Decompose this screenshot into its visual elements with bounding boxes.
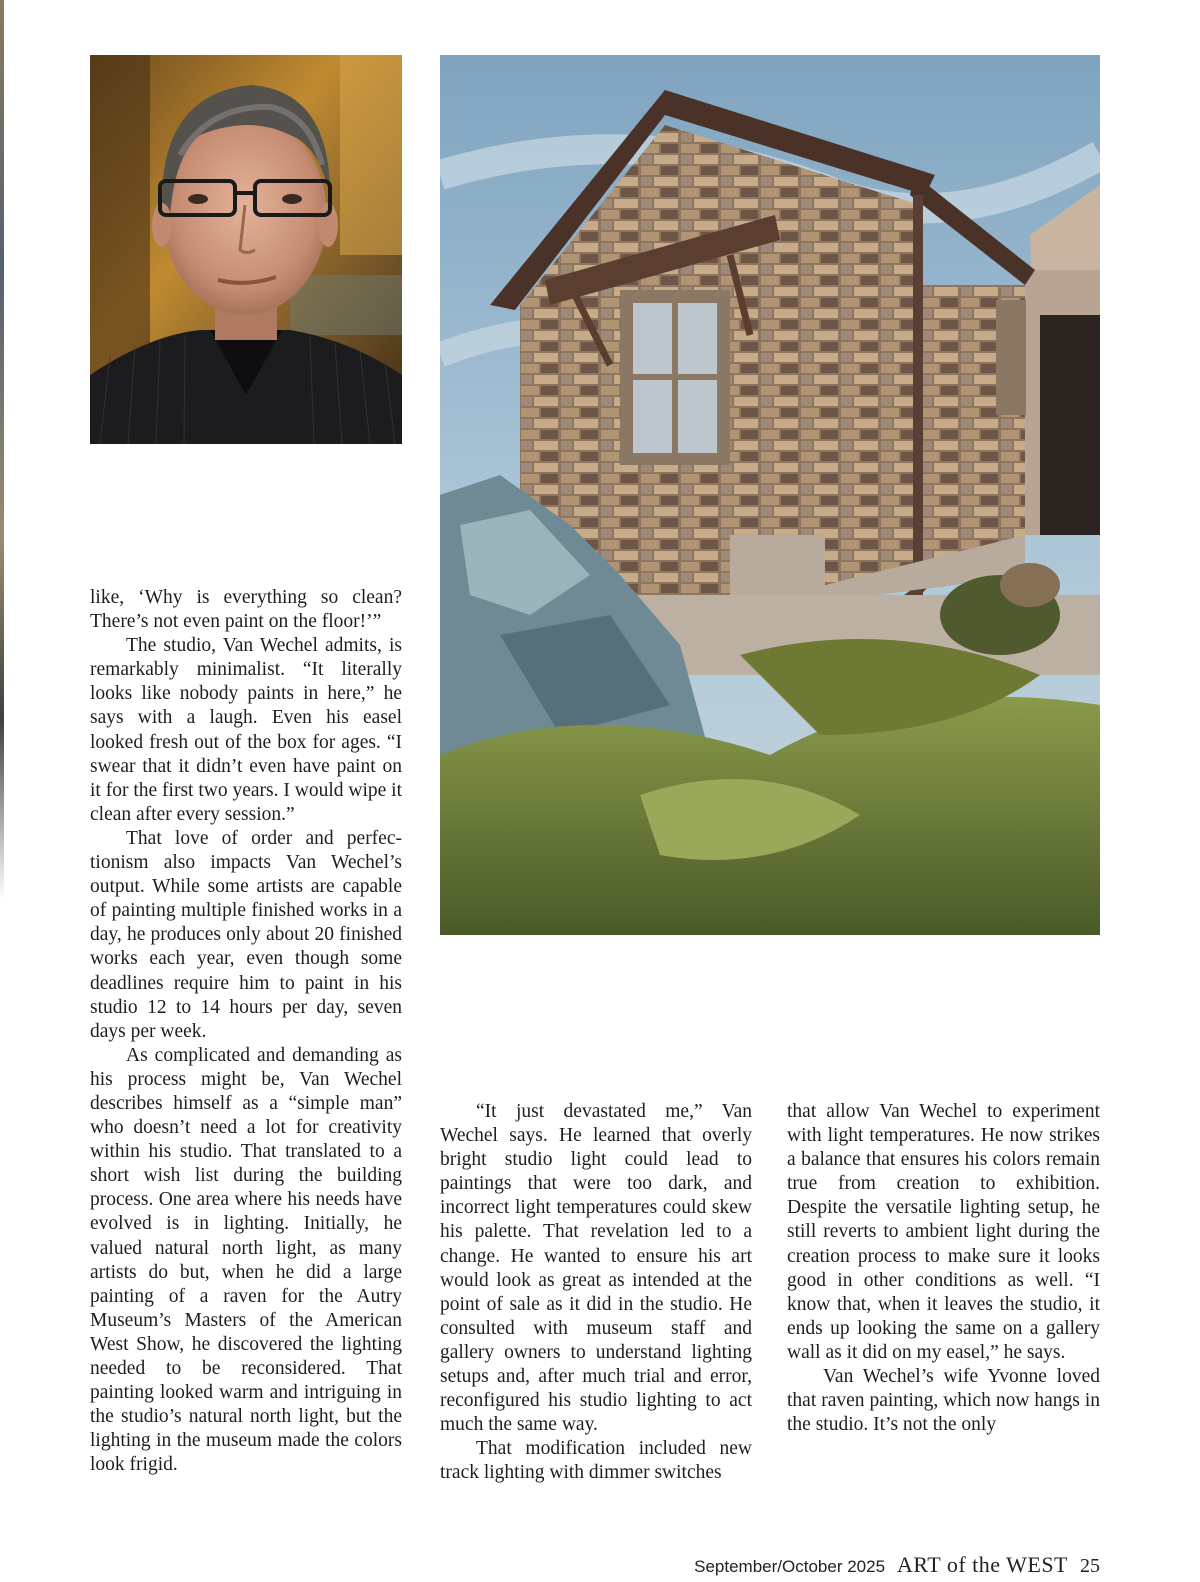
magazine-name: ART of the WEST [897,1552,1068,1577]
artist-portrait-photo [90,55,402,444]
column3-paragraph: Van Wechel’s wife Yvonne loved that raven painting, which now hangs in the studio. It’s not the only [787,1366,1100,1436]
issue-date: September/October 2025 [694,1557,886,1576]
column2-paragraph: “It just devastated me,” Van Wechel says. He learned that overly bright studio light could lead to paintings that were too dark, and incorrect light temperatures could skew his palette. That revelation led to a change. He wanted to ensure his art would look as great as intended at the point of sale as it did in the studio. He consulted with museum staff and gallery owners to understand lighting setups and, after much trial and error, reconfigured his studio lighting to act much the same way. [440,1101,752,1436]
column1-paragraph: like, ‘Why is everything so clean? There’s not even paint on the floor!’” [90,587,402,633]
column1-paragraph: That love of order and perfectionism also impacts Van Wechel’s output. While some artists are capable of painting multiple finished works in a day, he produces only about 20 finished works each year, even though some deadlines require him to paint in his studio 12 to 14 hours per day, seven days per week. [90,827,402,1042]
article-column-3 [787,1100,1100,1437]
article-column-2 [440,1100,752,1486]
column1-paragraph: As complicated and demanding as his process might be, Van Wechel describes himself as a “simple man” who doesn’t need a lot for creativity within his studio. That translated to a short wish list during the building process. One area where his needs have evolved is in lighting. Initially, he valued natural north light, as many artists do but, when he did a large painting of a raven for the Autry Museum’s Masters of the American West Show, he discovered the lighting needed to be reconsidered. That painting looked warm and intriguing in the studio’s natural north light, but the lighting in the museum made the colors look frigid. [90,1044,402,1476]
studio-exterior-photo [440,55,1100,935]
adjacent-page-edge [0,0,4,900]
column3-paragraph: that allow Van Wechel to experiment with light temperatures. He now strikes a balance that ensures his colors remain true from creation to exhibition. Despite the versatile lighting setup, he still reverts to ambient light during the creation process to make sure it looks good in other conditions as well. “I know that, when it leaves the studio, it ends up looking the same on a gallery wall as it did on my easel,” he says. [787,1101,1100,1363]
column1-paragraph: The studio, Van Wechel admits, is remarkably minimalist. “It literally looks like nobody paints in here,” he says with a laugh. Even his easel looked fresh out of the box for ages. “I swear that it didn’t even have paint on it for the first two years. I would wipe it clean after every session.” [90,635,402,825]
article-column-1 [90,586,402,1477]
page-footer [694,1552,1100,1578]
column2-paragraph: That modification included new track lighting with dimmer switches [440,1438,752,1484]
page-number: 25 [1080,1555,1100,1577]
